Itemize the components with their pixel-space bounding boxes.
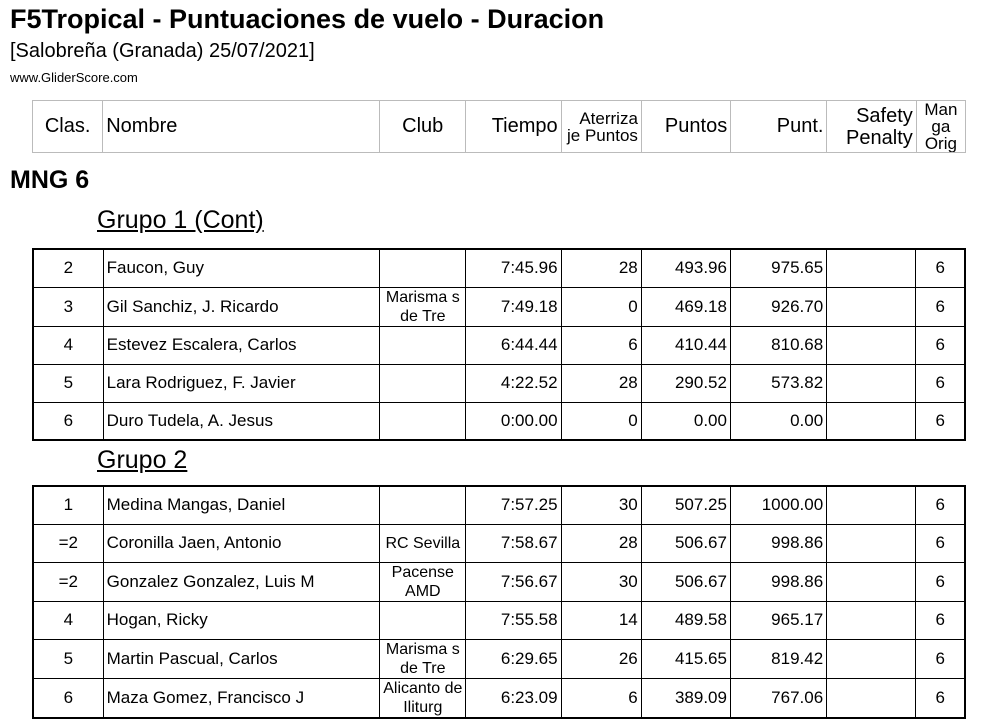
table-row [33,639,965,678]
col-clas: Clas. [33,101,103,153]
cell-punt: 926.70 [730,287,826,326]
cell-punt: 810.68 [730,326,826,364]
cell-punt: 998.86 [730,562,826,601]
cell-club [380,486,466,524]
cell-manga: 6 [916,639,965,678]
table-row [33,486,965,524]
cell-nombre: Maza Gomez, Francisco J [103,678,380,718]
cell-puntos: 507.25 [641,486,730,524]
cell-tiempo: 7:45.96 [466,249,561,287]
cell-tiempo: 4:22.52 [466,364,561,402]
cell-clas: =2 [33,562,103,601]
cell-club [380,402,466,440]
cell-aterrizaje: 28 [561,364,641,402]
cell-safety [827,249,916,287]
cell-aterrizaje: 30 [561,562,641,601]
col-tiempo: Tiempo [466,101,561,153]
cell-nombre: Estevez Escalera, Carlos [103,326,380,364]
cell-tiempo: 7:55.58 [466,601,561,639]
cell-manga: 6 [916,486,965,524]
group-title: Grupo 1 (Cont) [97,206,264,234]
cell-safety [827,524,916,562]
round-label: MNG 6 [10,166,90,194]
cell-puntos: 415.65 [641,639,730,678]
group-table [32,248,966,441]
cell-manga: 6 [916,287,965,326]
cell-tiempo: 7:57.25 [466,486,561,524]
cell-club: Marisma s de Tre [380,287,466,326]
cell-safety [827,562,916,601]
cell-tiempo: 6:23.09 [466,678,561,718]
table-row [33,601,965,639]
cell-clas: =2 [33,524,103,562]
cell-aterrizaje: 28 [561,524,641,562]
cell-club [380,326,466,364]
col-puntos: Puntos [641,101,730,153]
cell-club: Pacense AMD [380,562,466,601]
cell-tiempo: 6:44.44 [466,326,561,364]
cell-aterrizaje: 0 [561,287,641,326]
cell-manga: 6 [916,601,965,639]
cell-aterrizaje: 30 [561,486,641,524]
table-row [33,287,965,326]
cell-punt: 819.42 [730,639,826,678]
cell-aterrizaje: 26 [561,639,641,678]
col-aterrizaje: Aterriza je Puntos [561,101,641,153]
cell-club [380,364,466,402]
cell-punt: 998.86 [730,524,826,562]
cell-safety [827,486,916,524]
cell-puntos: 493.96 [641,249,730,287]
cell-safety [827,601,916,639]
cell-tiempo: 7:58.67 [466,524,561,562]
cell-manga: 6 [916,326,965,364]
cell-club: Marisma s de Tre [380,639,466,678]
cell-nombre: Lara Rodriguez, F. Javier [103,364,380,402]
cell-punt: 573.82 [730,364,826,402]
cell-nombre: Martin Pascual, Carlos [103,639,380,678]
cell-nombre: Hogan, Ricky [103,601,380,639]
cell-nombre: Gonzalez Gonzalez, Luis M [103,562,380,601]
cell-club: Alicanto de Iliturg [380,678,466,718]
cell-puntos: 506.67 [641,524,730,562]
cell-manga: 6 [916,524,965,562]
cell-aterrizaje: 6 [561,678,641,718]
cell-tiempo: 7:49.18 [466,287,561,326]
cell-club [380,601,466,639]
cell-puntos: 290.52 [641,364,730,402]
page-title: F5Tropical - Puntuaciones de vuelo - Duracion [10,4,605,34]
cell-safety [827,402,916,440]
cell-aterrizaje: 28 [561,249,641,287]
column-header-table [32,100,966,153]
cell-puntos: 469.18 [641,287,730,326]
table-row [33,562,965,601]
cell-safety [827,364,916,402]
cell-club: RC Sevilla [380,524,466,562]
cell-puntos: 0.00 [641,402,730,440]
site-url: www.GliderScore.com [10,70,138,85]
cell-manga: 6 [916,402,965,440]
cell-manga: 6 [916,249,965,287]
cell-clas: 5 [33,364,103,402]
column-header-row [33,101,966,153]
col-punt: Punt. [731,101,827,153]
col-safety: Safety Penalty [827,101,916,153]
cell-clas: 3 [33,287,103,326]
table-row [33,524,965,562]
cell-tiempo: 6:29.65 [466,639,561,678]
table-row [33,326,965,364]
cell-nombre: Duro Tudela, A. Jesus [103,402,380,440]
cell-clas: 6 [33,402,103,440]
table-row [33,249,965,287]
cell-clas: 2 [33,249,103,287]
cell-nombre: Coronilla Jaen, Antonio [103,524,380,562]
cell-clas: 4 [33,326,103,364]
cell-safety [827,678,916,718]
cell-nombre: Faucon, Guy [103,249,380,287]
cell-aterrizaje: 14 [561,601,641,639]
col-manga: Man ga Orig [916,101,965,153]
cell-club [380,249,466,287]
col-nombre: Nombre [103,101,380,153]
cell-safety [827,639,916,678]
cell-punt: 0.00 [730,402,826,440]
cell-puntos: 410.44 [641,326,730,364]
cell-safety [827,326,916,364]
cell-punt: 975.65 [730,249,826,287]
cell-tiempo: 7:56.67 [466,562,561,601]
cell-safety [827,287,916,326]
cell-tiempo: 0:00.00 [466,402,561,440]
cell-clas: 6 [33,678,103,718]
cell-aterrizaje: 0 [561,402,641,440]
cell-nombre: Gil Sanchiz, J. Ricardo [103,287,380,326]
table-row [33,402,965,440]
cell-manga: 6 [916,678,965,718]
page-subtitle: [Salobreña (Granada) 25/07/2021] [10,40,315,62]
cell-clas: 5 [33,639,103,678]
group-title: Grupo 2 [97,446,188,474]
table-row [33,678,965,718]
cell-punt: 767.06 [730,678,826,718]
table-row [33,364,965,402]
col-club: Club [380,101,466,153]
cell-puntos: 506.67 [641,562,730,601]
cell-punt: 1000.00 [730,486,826,524]
cell-clas: 1 [33,486,103,524]
cell-punt: 965.17 [730,601,826,639]
cell-puntos: 489.58 [641,601,730,639]
cell-puntos: 389.09 [641,678,730,718]
cell-aterrizaje: 6 [561,326,641,364]
cell-clas: 4 [33,601,103,639]
cell-nombre: Medina Mangas, Daniel [103,486,380,524]
group-table [32,485,966,719]
cell-manga: 6 [916,364,965,402]
cell-manga: 6 [916,562,965,601]
